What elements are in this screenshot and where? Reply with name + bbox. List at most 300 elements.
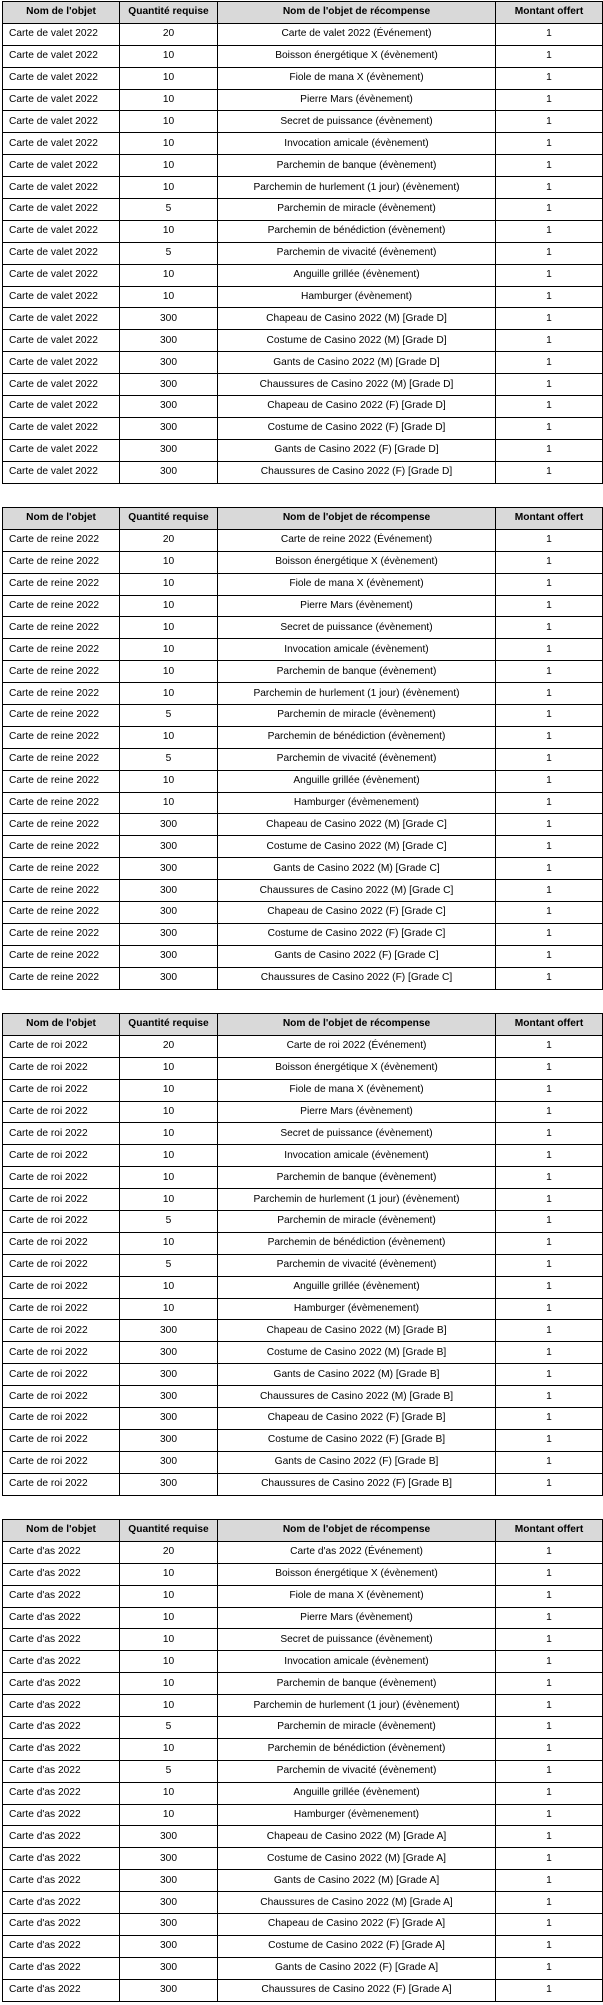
- required-qty-cell: 300: [120, 880, 218, 902]
- offered-amount-cell: 1: [496, 1429, 603, 1451]
- required-qty-cell: 10: [120, 1629, 218, 1651]
- table-row: [3, 792, 603, 814]
- table-row: [3, 1057, 603, 1079]
- offered-amount-cell: 1: [496, 858, 603, 880]
- header-offered-amount: Montant offert: [496, 508, 603, 530]
- item-name-cell: Carte d'as 2022: [3, 1717, 120, 1739]
- reward-name-cell: Gants de Casino 2022 (F) [Grade D]: [218, 439, 496, 461]
- required-qty-cell: 5: [120, 1760, 218, 1782]
- item-name-cell: Carte de reine 2022: [3, 551, 120, 573]
- reward-name-cell: Costume de Casino 2022 (F) [Grade D]: [218, 417, 496, 439]
- table-row: [3, 1585, 603, 1607]
- offered-amount-cell: 1: [496, 1167, 603, 1189]
- item-name-cell: Carte de valet 2022: [3, 352, 120, 374]
- header-required-qty: Quantité requise: [120, 1014, 218, 1036]
- reward-name-cell: Anguille grillée (évènement): [218, 1276, 496, 1298]
- item-name-cell: Carte de reine 2022: [3, 880, 120, 902]
- table-row: [3, 1298, 603, 1320]
- reward-name-cell: Pierre Mars (évènement): [218, 595, 496, 617]
- item-name-cell: Carte de reine 2022: [3, 595, 120, 617]
- item-name-cell: Carte d'as 2022: [3, 1914, 120, 1936]
- item-name-cell: Carte de roi 2022: [3, 1035, 120, 1057]
- offered-amount-cell: 1: [496, 23, 603, 45]
- item-name-cell: Carte d'as 2022: [3, 1870, 120, 1892]
- offered-amount-cell: 1: [496, 1101, 603, 1123]
- offered-amount-cell: 1: [496, 748, 603, 770]
- table-row: [3, 1695, 603, 1717]
- reward-name-cell: Chaussures de Casino 2022 (F) [Grade D]: [218, 461, 496, 483]
- item-name-cell: Carte de valet 2022: [3, 45, 120, 67]
- required-qty-cell: 300: [120, 1342, 218, 1364]
- table-header-row: [3, 1520, 603, 1542]
- offered-amount-cell: 1: [496, 1826, 603, 1848]
- item-name-cell: Carte de roi 2022: [3, 1189, 120, 1211]
- item-name-cell: Carte d'as 2022: [3, 1979, 120, 2001]
- reward-name-cell: Gants de Casino 2022 (M) [Grade C]: [218, 858, 496, 880]
- required-qty-cell: 300: [120, 923, 218, 945]
- table-row: [3, 1035, 603, 1057]
- offered-amount-cell: 1: [496, 1473, 603, 1495]
- required-qty-cell: 300: [120, 417, 218, 439]
- item-name-cell: Carte de roi 2022: [3, 1079, 120, 1101]
- offered-amount-cell: 1: [496, 1189, 603, 1211]
- table-row: [3, 1629, 603, 1651]
- item-name-cell: Carte de reine 2022: [3, 705, 120, 727]
- required-qty-cell: 300: [120, 330, 218, 352]
- reward-name-cell: Hamburger (évèmenement): [218, 1804, 496, 1826]
- offered-amount-cell: 1: [496, 374, 603, 396]
- table-row: [3, 1717, 603, 1739]
- offered-amount-cell: 1: [496, 551, 603, 573]
- reward-name-cell: Hamburger (évèmenement): [218, 792, 496, 814]
- header-reward-name: Nom de l'objet de récompense: [218, 2, 496, 24]
- reward-name-cell: Gants de Casino 2022 (F) [Grade A]: [218, 1957, 496, 1979]
- item-name-cell: Carte d'as 2022: [3, 1892, 120, 1914]
- item-name-cell: Carte de valet 2022: [3, 417, 120, 439]
- item-name-cell: Carte de roi 2022: [3, 1057, 120, 1079]
- reward-name-cell: Chaussures de Casino 2022 (M) [Grade A]: [218, 1892, 496, 1914]
- required-qty-cell: 300: [120, 1320, 218, 1342]
- required-qty-cell: 10: [120, 1232, 218, 1254]
- required-qty-cell: 10: [120, 1276, 218, 1298]
- table-row: [3, 529, 603, 551]
- reward-name-cell: Hamburger (évèmenement): [218, 1298, 496, 1320]
- table-row: [3, 308, 603, 330]
- reward-name-cell: Parchemin de hurlement (1 jour) (évènement): [218, 1189, 496, 1211]
- item-name-cell: Carte de valet 2022: [3, 242, 120, 264]
- reward-name-cell: Anguille grillée (évènement): [218, 770, 496, 792]
- item-name-cell: Carte de roi 2022: [3, 1276, 120, 1298]
- item-name-cell: Carte de roi 2022: [3, 1232, 120, 1254]
- item-name-cell: Carte de valet 2022: [3, 220, 120, 242]
- reward-name-cell: Fiole de mana X (évènement): [218, 67, 496, 89]
- reward-name-cell: Parchemin de hurlement (1 jour) (évènement): [218, 683, 496, 705]
- item-name-cell: Carte de reine 2022: [3, 923, 120, 945]
- offered-amount-cell: 1: [496, 1782, 603, 1804]
- item-name-cell: Carte de valet 2022: [3, 23, 120, 45]
- header-required-qty: Quantité requise: [120, 1520, 218, 1542]
- required-qty-cell: 10: [120, 595, 218, 617]
- required-qty-cell: 10: [120, 1123, 218, 1145]
- item-name-cell: Carte de valet 2022: [3, 461, 120, 483]
- item-name-cell: Carte de roi 2022: [3, 1364, 120, 1386]
- table-row: [3, 220, 603, 242]
- offered-amount-cell: 1: [496, 111, 603, 133]
- required-qty-cell: 300: [120, 1914, 218, 1936]
- item-name-cell: Carte de roi 2022: [3, 1342, 120, 1364]
- reward-name-cell: Chaussures de Casino 2022 (F) [Grade C]: [218, 967, 496, 989]
- reward-name-cell: Parchemin de bénédiction (évènement): [218, 1232, 496, 1254]
- required-qty-cell: 10: [120, 1738, 218, 1760]
- reward-name-cell: Pierre Mars (évènement): [218, 89, 496, 111]
- header-item-name: Nom de l'objet: [3, 2, 120, 24]
- offered-amount-cell: 1: [496, 242, 603, 264]
- item-name-cell: Carte d'as 2022: [3, 1541, 120, 1563]
- table-row: [3, 199, 603, 221]
- required-qty-cell: 10: [120, 1563, 218, 1585]
- offered-amount-cell: 1: [496, 286, 603, 308]
- table-row: [3, 111, 603, 133]
- item-name-cell: Carte de reine 2022: [3, 683, 120, 705]
- item-name-cell: Carte de roi 2022: [3, 1167, 120, 1189]
- offered-amount-cell: 1: [496, 1760, 603, 1782]
- table-row: [3, 1826, 603, 1848]
- item-name-cell: Carte de valet 2022: [3, 89, 120, 111]
- table-row: [3, 286, 603, 308]
- table-row: [3, 1211, 603, 1233]
- header-item-name: Nom de l'objet: [3, 1520, 120, 1542]
- item-name-cell: Carte de roi 2022: [3, 1123, 120, 1145]
- reward-name-cell: Secret de puissance (évènement): [218, 111, 496, 133]
- offered-amount-cell: 1: [496, 1451, 603, 1473]
- offered-amount-cell: 1: [496, 1629, 603, 1651]
- table-row: [3, 1804, 603, 1826]
- table-row: [3, 923, 603, 945]
- reward-name-cell: Costume de Casino 2022 (M) [Grade B]: [218, 1342, 496, 1364]
- offered-amount-cell: 1: [496, 1079, 603, 1101]
- item-name-cell: Carte de roi 2022: [3, 1451, 120, 1473]
- table-row: [3, 683, 603, 705]
- item-name-cell: Carte d'as 2022: [3, 1760, 120, 1782]
- reward-name-cell: Costume de Casino 2022 (F) [Grade C]: [218, 923, 496, 945]
- required-qty-cell: 10: [120, 1298, 218, 1320]
- reward-name-cell: Gants de Casino 2022 (F) [Grade C]: [218, 945, 496, 967]
- reward-name-cell: Pierre Mars (évènement): [218, 1101, 496, 1123]
- offered-amount-cell: 1: [496, 417, 603, 439]
- reward-name-cell: Invocation amicale (évènement): [218, 639, 496, 661]
- item-name-cell: Carte de reine 2022: [3, 770, 120, 792]
- table-row: [3, 705, 603, 727]
- offered-amount-cell: 1: [496, 1695, 603, 1717]
- reward-name-cell: Boisson énergétique X (évènement): [218, 1563, 496, 1585]
- reward-name-cell: Anguille grillée (évènement): [218, 1782, 496, 1804]
- item-name-cell: Carte de roi 2022: [3, 1211, 120, 1233]
- item-name-cell: Carte de valet 2022: [3, 133, 120, 155]
- table-row: [3, 1342, 603, 1364]
- offered-amount-cell: 1: [496, 1979, 603, 2001]
- table-row: [3, 639, 603, 661]
- required-qty-cell: 300: [120, 1429, 218, 1451]
- offered-amount-cell: 1: [496, 1386, 603, 1408]
- item-name-cell: Carte de valet 2022: [3, 111, 120, 133]
- offered-amount-cell: 1: [496, 1673, 603, 1695]
- reward-name-cell: Parchemin de banque (évènement): [218, 1673, 496, 1695]
- table-row: [3, 858, 603, 880]
- table-row: [3, 1473, 603, 1495]
- table-row: [3, 177, 603, 199]
- item-name-cell: Carte d'as 2022: [3, 1607, 120, 1629]
- table-header-row: [3, 1014, 603, 1036]
- header-required-qty: Quantité requise: [120, 508, 218, 530]
- reward-name-cell: Fiole de mana X (évènement): [218, 1079, 496, 1101]
- table-row: [3, 967, 603, 989]
- reward-name-cell: Carte de valet 2022 (Événement): [218, 23, 496, 45]
- table-row: [3, 461, 603, 483]
- offered-amount-cell: 1: [496, 330, 603, 352]
- exchange-table-reine: [2, 507, 603, 990]
- offered-amount-cell: 1: [496, 945, 603, 967]
- header-offered-amount: Montant offert: [496, 1520, 603, 1542]
- reward-name-cell: Anguille grillée (évènement): [218, 264, 496, 286]
- offered-amount-cell: 1: [496, 1035, 603, 1057]
- offered-amount-cell: 1: [496, 1342, 603, 1364]
- required-qty-cell: 10: [120, 67, 218, 89]
- table-row: [3, 770, 603, 792]
- required-qty-cell: 300: [120, 945, 218, 967]
- offered-amount-cell: 1: [496, 595, 603, 617]
- offered-amount-cell: 1: [496, 726, 603, 748]
- offered-amount-cell: 1: [496, 1145, 603, 1167]
- table-row: [3, 1760, 603, 1782]
- required-qty-cell: 10: [120, 726, 218, 748]
- table-row: [3, 1167, 603, 1189]
- required-qty-cell: 10: [120, 683, 218, 705]
- offered-amount-cell: 1: [496, 1408, 603, 1430]
- required-qty-cell: 5: [120, 1254, 218, 1276]
- reward-name-cell: Chaussures de Casino 2022 (M) [Grade B]: [218, 1386, 496, 1408]
- required-qty-cell: 10: [120, 1607, 218, 1629]
- item-name-cell: Carte d'as 2022: [3, 1848, 120, 1870]
- table-row: [3, 1957, 603, 1979]
- reward-name-cell: Parchemin de hurlement (1 jour) (évènement): [218, 1695, 496, 1717]
- required-qty-cell: 10: [120, 1101, 218, 1123]
- table-row: [3, 1145, 603, 1167]
- reward-name-cell: Costume de Casino 2022 (F) [Grade A]: [218, 1935, 496, 1957]
- item-name-cell: Carte de reine 2022: [3, 639, 120, 661]
- reward-name-cell: Parchemin de hurlement (1 jour) (évènement): [218, 177, 496, 199]
- offered-amount-cell: 1: [496, 1892, 603, 1914]
- item-name-cell: Carte d'as 2022: [3, 1695, 120, 1717]
- offered-amount-cell: 1: [496, 1211, 603, 1233]
- item-name-cell: Carte de valet 2022: [3, 439, 120, 461]
- reward-name-cell: Chaussures de Casino 2022 (F) [Grade B]: [218, 1473, 496, 1495]
- offered-amount-cell: 1: [496, 89, 603, 111]
- table-row: [3, 1123, 603, 1145]
- required-qty-cell: 300: [120, 1386, 218, 1408]
- table-row: [3, 1651, 603, 1673]
- item-name-cell: Carte de roi 2022: [3, 1429, 120, 1451]
- item-name-cell: Carte de roi 2022: [3, 1298, 120, 1320]
- exchange-table-as: [2, 1519, 603, 2002]
- header-item-name: Nom de l'objet: [3, 1014, 120, 1036]
- item-name-cell: Carte d'as 2022: [3, 1651, 120, 1673]
- required-qty-cell: 300: [120, 461, 218, 483]
- offered-amount-cell: 1: [496, 1957, 603, 1979]
- offered-amount-cell: 1: [496, 396, 603, 418]
- item-name-cell: Carte de reine 2022: [3, 814, 120, 836]
- table-row: [3, 1276, 603, 1298]
- table-row: [3, 396, 603, 418]
- offered-amount-cell: 1: [496, 1320, 603, 1342]
- required-qty-cell: 10: [120, 1651, 218, 1673]
- table-row: [3, 945, 603, 967]
- offered-amount-cell: 1: [496, 661, 603, 683]
- required-qty-cell: 5: [120, 748, 218, 770]
- required-qty-cell: 10: [120, 89, 218, 111]
- required-qty-cell: 10: [120, 573, 218, 595]
- offered-amount-cell: 1: [496, 1254, 603, 1276]
- required-qty-cell: 10: [120, 264, 218, 286]
- offered-amount-cell: 1: [496, 639, 603, 661]
- table-row: [3, 1848, 603, 1870]
- offered-amount-cell: 1: [496, 836, 603, 858]
- header-required-qty: Quantité requise: [120, 2, 218, 24]
- offered-amount-cell: 1: [496, 352, 603, 374]
- required-qty-cell: 10: [120, 770, 218, 792]
- required-qty-cell: 300: [120, 1451, 218, 1473]
- offered-amount-cell: 1: [496, 1232, 603, 1254]
- reward-name-cell: Costume de Casino 2022 (F) [Grade B]: [218, 1429, 496, 1451]
- required-qty-cell: 10: [120, 792, 218, 814]
- table-row: [3, 661, 603, 683]
- exchange-table-roi: [2, 1013, 603, 1496]
- item-name-cell: Carte de reine 2022: [3, 967, 120, 989]
- offered-amount-cell: 1: [496, 705, 603, 727]
- offered-amount-cell: 1: [496, 439, 603, 461]
- table-row: [3, 1429, 603, 1451]
- table-row: [3, 439, 603, 461]
- item-name-cell: Carte de reine 2022: [3, 573, 120, 595]
- required-qty-cell: 300: [120, 836, 218, 858]
- reward-name-cell: Chaussures de Casino 2022 (M) [Grade D]: [218, 374, 496, 396]
- item-name-cell: Carte de valet 2022: [3, 67, 120, 89]
- reward-name-cell: Carte de reine 2022 (Événement): [218, 529, 496, 551]
- reward-name-cell: Parchemin de miracle (évènement): [218, 199, 496, 221]
- item-name-cell: Carte de roi 2022: [3, 1145, 120, 1167]
- reward-name-cell: Boisson énergétique X (évènement): [218, 1057, 496, 1079]
- item-name-cell: Carte de valet 2022: [3, 374, 120, 396]
- required-qty-cell: 300: [120, 374, 218, 396]
- offered-amount-cell: 1: [496, 1276, 603, 1298]
- table-row: [3, 573, 603, 595]
- item-name-cell: Carte de reine 2022: [3, 858, 120, 880]
- required-qty-cell: 5: [120, 242, 218, 264]
- offered-amount-cell: 1: [496, 1298, 603, 1320]
- reward-name-cell: Parchemin de miracle (évènement): [218, 1717, 496, 1739]
- offered-amount-cell: 1: [496, 1935, 603, 1957]
- reward-name-cell: Hamburger (évènement): [218, 286, 496, 308]
- offered-amount-cell: 1: [496, 1914, 603, 1936]
- table-row: [3, 880, 603, 902]
- reward-name-cell: Carte de roi 2022 (Événement): [218, 1035, 496, 1057]
- table-row: [3, 1189, 603, 1211]
- table-row: [3, 1364, 603, 1386]
- required-qty-cell: 10: [120, 1189, 218, 1211]
- reward-name-cell: Chapeau de Casino 2022 (F) [Grade B]: [218, 1408, 496, 1430]
- required-qty-cell: 10: [120, 1695, 218, 1717]
- offered-amount-cell: 1: [496, 967, 603, 989]
- table-header-row: [3, 2, 603, 24]
- reward-name-cell: Invocation amicale (évènement): [218, 1651, 496, 1673]
- table-row: [3, 1870, 603, 1892]
- reward-name-cell: Costume de Casino 2022 (M) [Grade D]: [218, 330, 496, 352]
- reward-name-cell: Parchemin de bénédiction (évènement): [218, 1738, 496, 1760]
- table-row: [3, 23, 603, 45]
- item-name-cell: Carte d'as 2022: [3, 1673, 120, 1695]
- reward-name-cell: Chapeau de Casino 2022 (F) [Grade D]: [218, 396, 496, 418]
- reward-name-cell: Carte d'as 2022 (Événement): [218, 1541, 496, 1563]
- table-row: [3, 1979, 603, 2001]
- table-row: [3, 1254, 603, 1276]
- offered-amount-cell: 1: [496, 1651, 603, 1673]
- required-qty-cell: 5: [120, 199, 218, 221]
- offered-amount-cell: 1: [496, 199, 603, 221]
- required-qty-cell: 10: [120, 551, 218, 573]
- header-offered-amount: Montant offert: [496, 1014, 603, 1036]
- item-name-cell: Carte de valet 2022: [3, 286, 120, 308]
- required-qty-cell: 10: [120, 45, 218, 67]
- table-row: [3, 1079, 603, 1101]
- offered-amount-cell: 1: [496, 880, 603, 902]
- reward-name-cell: Boisson énergétique X (évènement): [218, 551, 496, 573]
- item-name-cell: Carte de reine 2022: [3, 902, 120, 924]
- table-header-row: [3, 508, 603, 530]
- table-row: [3, 551, 603, 573]
- reward-name-cell: Chapeau de Casino 2022 (M) [Grade A]: [218, 1826, 496, 1848]
- exchange-table-valet: [2, 1, 603, 484]
- item-name-cell: Carte de roi 2022: [3, 1408, 120, 1430]
- item-name-cell: Carte de valet 2022: [3, 155, 120, 177]
- table-row: [3, 1451, 603, 1473]
- required-qty-cell: 300: [120, 396, 218, 418]
- required-qty-cell: 10: [120, 1804, 218, 1826]
- required-qty-cell: 10: [120, 661, 218, 683]
- required-qty-cell: 10: [120, 111, 218, 133]
- table-row: [3, 595, 603, 617]
- required-qty-cell: 300: [120, 1364, 218, 1386]
- item-name-cell: Carte d'as 2022: [3, 1804, 120, 1826]
- table-row: [3, 1101, 603, 1123]
- reward-name-cell: Parchemin de banque (évènement): [218, 1167, 496, 1189]
- required-qty-cell: 10: [120, 133, 218, 155]
- item-name-cell: Carte d'as 2022: [3, 1629, 120, 1651]
- offered-amount-cell: 1: [496, 1848, 603, 1870]
- reward-name-cell: Costume de Casino 2022 (M) [Grade C]: [218, 836, 496, 858]
- reward-name-cell: Secret de puissance (évènement): [218, 617, 496, 639]
- required-qty-cell: 10: [120, 1079, 218, 1101]
- item-name-cell: Carte d'as 2022: [3, 1935, 120, 1957]
- offered-amount-cell: 1: [496, 155, 603, 177]
- offered-amount-cell: 1: [496, 902, 603, 924]
- offered-amount-cell: 1: [496, 573, 603, 595]
- table-row: [3, 133, 603, 155]
- required-qty-cell: 10: [120, 1057, 218, 1079]
- item-name-cell: Carte de reine 2022: [3, 726, 120, 748]
- item-name-cell: Carte d'as 2022: [3, 1738, 120, 1760]
- reward-name-cell: Parchemin de miracle (évènement): [218, 705, 496, 727]
- table-row: [3, 1320, 603, 1342]
- table-row: [3, 330, 603, 352]
